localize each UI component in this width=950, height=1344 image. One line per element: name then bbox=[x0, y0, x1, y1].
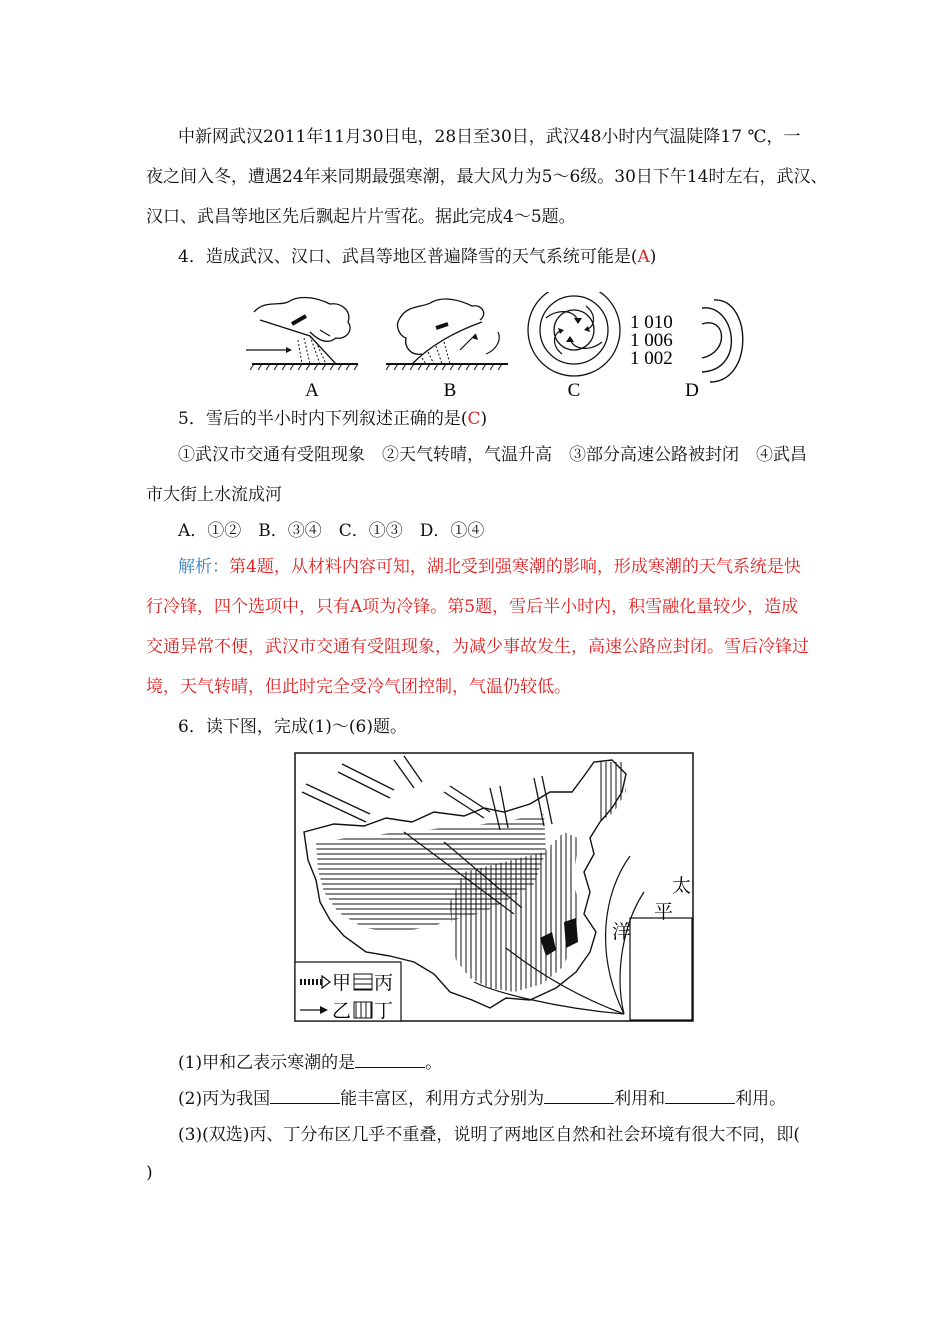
map-label-tai: 太 bbox=[672, 876, 692, 897]
question-6-sub-3-line-2: ) bbox=[146, 1163, 153, 1183]
question-6-sub-2 bbox=[178, 1088, 786, 1110]
question-6: 6．读下图，完成(1)～(6)题。 bbox=[178, 717, 407, 737]
analysis-line-1 bbox=[178, 556, 801, 578]
question-6-sub-3-line-1: (3)(双选)丙、丁分布区几乎不重叠，说明了两地区自然和社会环境有很大不同，即( bbox=[178, 1125, 800, 1145]
question-4-answer: A bbox=[637, 247, 650, 267]
legend-jia: 甲 bbox=[332, 973, 352, 994]
legend-yi: 乙 bbox=[332, 1001, 352, 1022]
analysis-text-1: 第4题，从材料内容可知，湖北受到强寒潮的影响，形成寒潮的天气系统是快 bbox=[229, 557, 801, 577]
sub-2-blank-3[interactable] bbox=[665, 1089, 735, 1104]
china-map-figure bbox=[294, 752, 694, 1024]
analysis-line-3: 交通异常不便，武汉市交通有受阻现象，为减少事故发生，高速公路应封闭。雪后冷锋过 bbox=[146, 637, 809, 657]
question-5-statements-2: 市大街上水流成河 bbox=[146, 485, 282, 505]
isobar-label-1002: 1 002 bbox=[630, 348, 673, 369]
map-label-yang: 洋 bbox=[612, 922, 632, 943]
figure-a-cold-front bbox=[246, 298, 358, 370]
sub-2-blank-1[interactable] bbox=[270, 1089, 340, 1104]
map-label-ping: 平 bbox=[654, 902, 674, 923]
question-5-stem: 5．雪后的半小时内下列叙述正确的是( bbox=[178, 409, 468, 429]
sub-2-text-c: 利用和 bbox=[614, 1089, 666, 1109]
question-4-stem: 4．造成武汉、汉口、武昌等地区普遍降雪的天气系统可能是( bbox=[178, 247, 638, 267]
figure-label-c: C bbox=[567, 380, 581, 401]
figure-b-warm-front bbox=[386, 299, 508, 370]
question-5-statements-1: ①武汉市交通有受阻现象 ②天气转晴，气温升高 ③部分高速公路被封闭 ④武昌 bbox=[178, 445, 807, 465]
legend-bing: 丙 bbox=[374, 973, 394, 994]
sub-2-blank-2[interactable] bbox=[544, 1089, 614, 1104]
sub-2-text-b: 能丰富区，利用方式分别为 bbox=[340, 1089, 545, 1109]
figure-label-b: B bbox=[443, 380, 457, 401]
sub-2-text-a: (2)丙为我国 bbox=[178, 1089, 271, 1109]
intro-line-1: 中新网武汉2011年11月30日电，28日至30日，武汉48小时内气温陡降17 ℃，一 bbox=[178, 127, 801, 147]
sub-2-text-d: 利用。 bbox=[735, 1089, 787, 1109]
figure-c-cyclone bbox=[528, 292, 620, 376]
sub-1-blank[interactable] bbox=[355, 1053, 425, 1068]
question-6-sub-1 bbox=[178, 1052, 442, 1074]
isobar-label-1006: 1 006 bbox=[630, 330, 673, 351]
question-4-close: ) bbox=[649, 247, 657, 267]
weather-systems-figure bbox=[240, 292, 760, 404]
sub-1-end: 。 bbox=[425, 1053, 443, 1073]
legend-ding: 丁 bbox=[374, 1001, 394, 1022]
isobar-label-1010: 1 010 bbox=[630, 312, 673, 333]
question-5 bbox=[178, 408, 487, 430]
sub-1-text: (1)甲和乙表示寒潮的是 bbox=[178, 1053, 356, 1073]
figure-label-a: A bbox=[305, 380, 319, 401]
analysis-line-2: 行冷锋，四个选项中，只有A项为冷锋。第5题，雪后半小时内，积雪融化量较少，造成 bbox=[146, 597, 799, 617]
question-5-answer: C bbox=[467, 409, 481, 429]
question-5-close: ) bbox=[480, 409, 488, 429]
intro-line-2: 夜之间入冬，遭遇24年来同期最强寒潮，最大风力为5～6级。30日下午14时左右，武汉、 bbox=[146, 167, 828, 187]
figure-d-isobars bbox=[630, 300, 743, 382]
analysis-line-4: 境，天气转晴，但此时完全受冷气团控制，气温仍较低。 bbox=[146, 677, 571, 697]
question-5-options: A．①② B．③④ C．①③ D．①④ bbox=[178, 521, 485, 541]
analysis-label: 解析： bbox=[178, 557, 229, 577]
question-4 bbox=[178, 246, 656, 268]
intro-line-3: 汉口、武昌等地区先后飘起片片雪花。据此完成4～5题。 bbox=[146, 207, 576, 227]
figure-label-d: D bbox=[685, 380, 699, 401]
